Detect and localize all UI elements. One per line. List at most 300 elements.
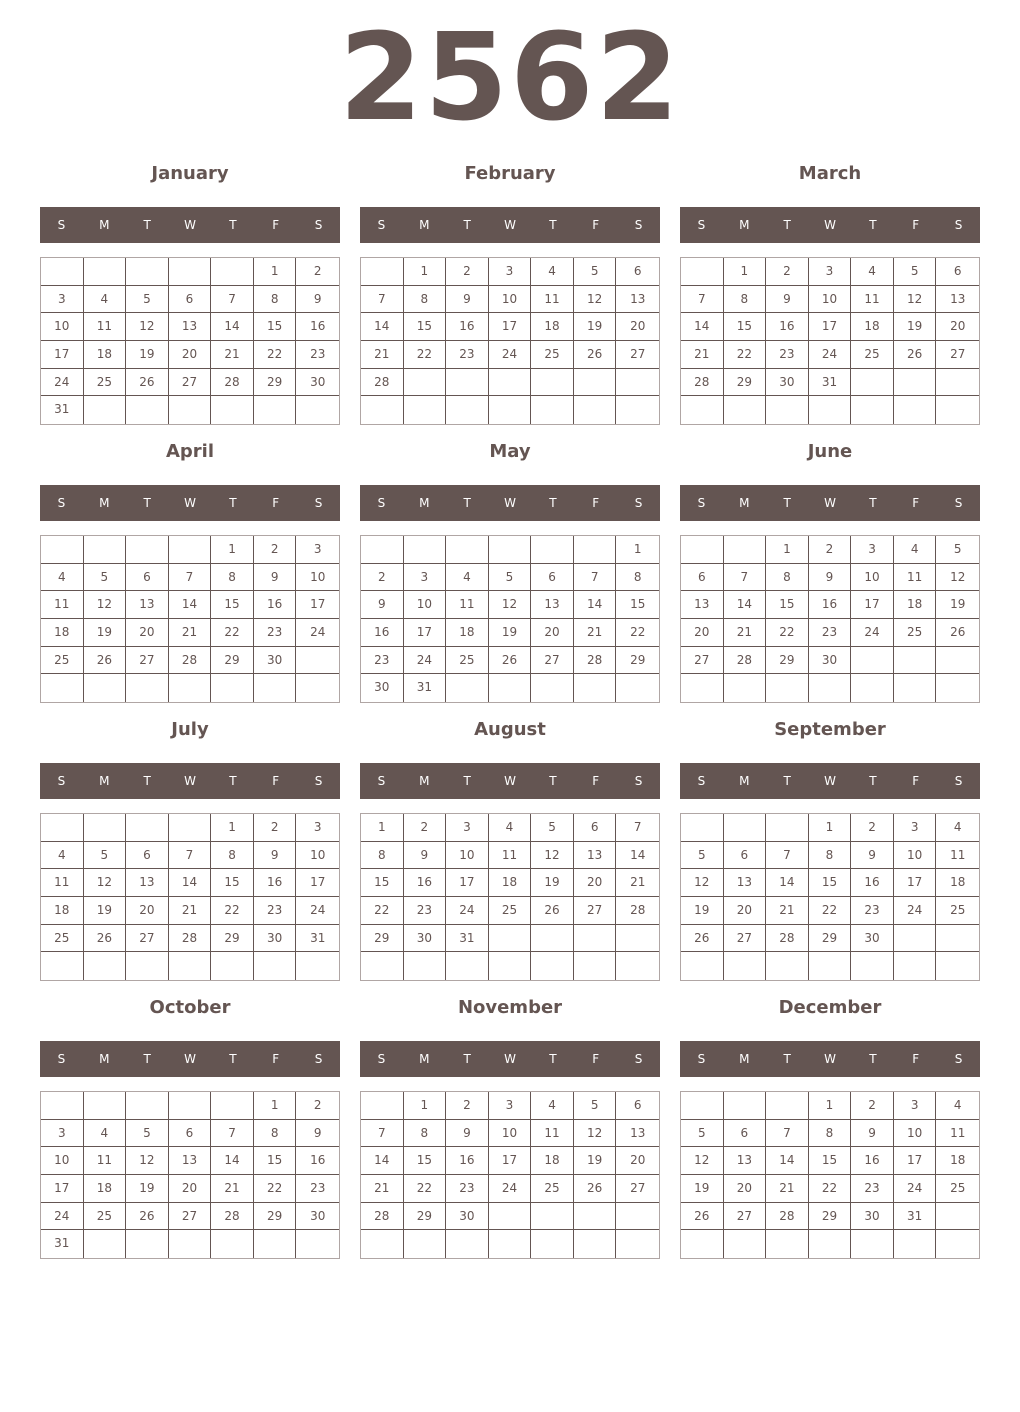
month-february <box>360 162 660 432</box>
day-cell: 24 <box>446 897 489 925</box>
day-cell: 17 <box>296 591 339 619</box>
day-cell: 13 <box>531 591 574 619</box>
day-cell <box>574 674 617 702</box>
day-cell: 25 <box>531 341 574 369</box>
day-cell: 6 <box>616 258 659 286</box>
day-cell: 17 <box>446 869 489 897</box>
weekday-label: T <box>229 496 237 510</box>
weekday-header <box>40 207 340 243</box>
day-cell: 15 <box>809 1147 852 1175</box>
day-cell: 23 <box>446 1175 489 1203</box>
weekday-label: T <box>143 496 151 510</box>
day-cell <box>531 536 574 564</box>
day-cell <box>41 1092 84 1120</box>
weekday-label: F <box>592 496 600 510</box>
day-cell: 26 <box>681 925 724 953</box>
day-cell <box>809 1230 852 1258</box>
day-cell: 30 <box>809 647 852 675</box>
day-cell <box>531 952 574 980</box>
day-cell <box>724 396 767 424</box>
day-cell: 2 <box>766 258 809 286</box>
weekday-label: S <box>697 496 706 510</box>
day-cell <box>211 1230 254 1258</box>
day-cell: 25 <box>84 369 127 397</box>
day-cell: 22 <box>809 1175 852 1203</box>
weekday-label: T <box>869 774 877 788</box>
weekday-header <box>40 763 340 799</box>
day-cell: 29 <box>211 925 254 953</box>
day-cell: 19 <box>681 1175 724 1203</box>
day-cell <box>446 674 489 702</box>
weekday-label: W <box>184 774 196 788</box>
weekday-label: M <box>419 496 430 510</box>
weekday-label: T <box>783 774 791 788</box>
day-cell <box>126 258 169 286</box>
day-cell: 17 <box>41 341 84 369</box>
day-cell: 11 <box>84 313 127 341</box>
day-grid <box>680 535 980 703</box>
day-cell: 25 <box>41 647 84 675</box>
weekday-label: S <box>954 774 963 788</box>
day-cell: 20 <box>936 313 979 341</box>
day-cell: 16 <box>446 1147 489 1175</box>
day-cell <box>531 396 574 424</box>
day-cell: 3 <box>489 1092 532 1120</box>
weekday-label: T <box>463 1052 471 1066</box>
day-cell: 17 <box>894 1147 937 1175</box>
day-cell: 16 <box>446 313 489 341</box>
day-cell: 14 <box>211 313 254 341</box>
day-cell <box>169 396 212 424</box>
day-cell <box>41 258 84 286</box>
day-cell: 29 <box>724 369 767 397</box>
day-cell <box>361 952 404 980</box>
day-cell: 24 <box>296 897 339 925</box>
day-cell <box>894 369 937 397</box>
day-cell: 6 <box>169 286 212 314</box>
day-cell: 7 <box>574 564 617 592</box>
day-cell: 1 <box>809 1092 852 1120</box>
day-cell: 7 <box>766 842 809 870</box>
weekday-label: S <box>57 218 66 232</box>
day-cell: 3 <box>41 1120 84 1148</box>
day-cell: 24 <box>894 1175 937 1203</box>
day-cell: 2 <box>404 814 447 842</box>
weekday-label: W <box>504 496 516 510</box>
day-cell: 13 <box>616 286 659 314</box>
day-cell <box>169 952 212 980</box>
weekday-label: S <box>634 496 643 510</box>
day-cell: 1 <box>724 258 767 286</box>
day-grid <box>40 257 340 425</box>
day-cell: 14 <box>766 1147 809 1175</box>
day-cell: 13 <box>616 1120 659 1148</box>
day-cell: 12 <box>84 869 127 897</box>
day-cell: 31 <box>894 1203 937 1231</box>
day-cell: 22 <box>766 619 809 647</box>
day-cell: 12 <box>126 313 169 341</box>
weekday-label: T <box>143 1052 151 1066</box>
day-cell: 6 <box>724 842 767 870</box>
day-cell: 22 <box>361 897 404 925</box>
day-cell: 7 <box>724 564 767 592</box>
weekday-label: T <box>143 774 151 788</box>
day-cell: 2 <box>254 536 297 564</box>
day-cell: 3 <box>809 258 852 286</box>
day-cell: 18 <box>41 897 84 925</box>
month-july <box>40 718 340 988</box>
day-cell: 24 <box>41 1203 84 1231</box>
day-cell: 9 <box>254 564 297 592</box>
day-cell: 13 <box>936 286 979 314</box>
day-cell: 1 <box>404 258 447 286</box>
day-cell <box>169 1230 212 1258</box>
day-cell: 24 <box>41 369 84 397</box>
day-cell <box>681 536 724 564</box>
day-cell: 28 <box>766 925 809 953</box>
day-cell: 18 <box>84 341 127 369</box>
day-cell: 19 <box>574 1147 617 1175</box>
day-cell: 27 <box>126 925 169 953</box>
day-cell <box>169 814 212 842</box>
weekday-label: M <box>99 1052 110 1066</box>
weekday-header <box>360 485 660 521</box>
month-title: March <box>798 163 862 184</box>
weekday-label: S <box>314 1052 323 1066</box>
day-cell: 11 <box>936 842 979 870</box>
day-cell <box>616 1203 659 1231</box>
month-title: November <box>457 997 563 1018</box>
day-cell <box>936 925 979 953</box>
day-cell <box>361 258 404 286</box>
day-cell: 16 <box>296 313 339 341</box>
day-cell: 17 <box>851 591 894 619</box>
day-cell <box>404 536 447 564</box>
day-cell: 1 <box>404 1092 447 1120</box>
year-title: 2562 <box>339 9 681 148</box>
day-cell <box>126 674 169 702</box>
day-cell: 29 <box>404 1203 447 1231</box>
day-cell: 20 <box>616 1147 659 1175</box>
day-cell <box>936 952 979 980</box>
day-cell: 1 <box>254 258 297 286</box>
day-cell: 17 <box>489 313 532 341</box>
day-cell <box>254 1230 297 1258</box>
month-january <box>40 162 340 432</box>
day-cell: 18 <box>936 1147 979 1175</box>
day-cell <box>531 674 574 702</box>
day-cell <box>616 952 659 980</box>
day-cell: 18 <box>84 1175 127 1203</box>
weekday-label: T <box>549 774 557 788</box>
day-cell <box>296 396 339 424</box>
weekday-label: F <box>912 774 920 788</box>
day-cell <box>84 1230 127 1258</box>
day-cell <box>489 1230 532 1258</box>
day-cell: 16 <box>809 591 852 619</box>
day-cell <box>851 396 894 424</box>
day-cell: 27 <box>169 369 212 397</box>
day-cell <box>851 952 894 980</box>
month-december <box>680 996 980 1266</box>
day-cell: 8 <box>361 842 404 870</box>
day-cell <box>766 674 809 702</box>
day-cell: 4 <box>851 258 894 286</box>
weekday-label: W <box>824 496 836 510</box>
weekday-header <box>680 207 980 243</box>
day-cell: 8 <box>724 286 767 314</box>
day-cell <box>681 1092 724 1120</box>
weekday-label: M <box>99 218 110 232</box>
day-cell: 13 <box>724 1147 767 1175</box>
weekday-label: M <box>739 774 750 788</box>
weekday-header <box>40 1041 340 1077</box>
day-cell: 31 <box>296 925 339 953</box>
day-cell <box>574 1203 617 1231</box>
day-cell: 25 <box>936 1175 979 1203</box>
weekday-label: S <box>314 218 323 232</box>
day-cell: 28 <box>574 647 617 675</box>
day-cell: 15 <box>766 591 809 619</box>
day-cell: 16 <box>766 313 809 341</box>
weekday-label: S <box>634 774 643 788</box>
day-cell: 27 <box>169 1203 212 1231</box>
day-cell: 9 <box>809 564 852 592</box>
weekday-header <box>680 485 980 521</box>
weekday-label: S <box>954 496 963 510</box>
day-cell: 27 <box>724 1203 767 1231</box>
day-cell: 20 <box>681 619 724 647</box>
day-cell: 26 <box>126 1203 169 1231</box>
day-cell: 30 <box>254 647 297 675</box>
weekday-label: S <box>377 218 386 232</box>
weekday-label: T <box>869 218 877 232</box>
day-cell: 14 <box>361 313 404 341</box>
day-cell: 21 <box>766 1175 809 1203</box>
day-cell: 15 <box>211 869 254 897</box>
day-grid <box>360 257 660 425</box>
day-cell: 8 <box>766 564 809 592</box>
day-cell <box>574 952 617 980</box>
day-cell: 9 <box>254 842 297 870</box>
day-cell: 5 <box>574 1092 617 1120</box>
day-cell: 21 <box>361 1175 404 1203</box>
day-cell: 22 <box>254 341 297 369</box>
day-cell: 18 <box>894 591 937 619</box>
day-cell: 22 <box>616 619 659 647</box>
day-cell: 3 <box>296 814 339 842</box>
month-title: August <box>474 719 546 740</box>
day-cell: 31 <box>446 925 489 953</box>
day-cell <box>724 674 767 702</box>
day-cell <box>894 1230 937 1258</box>
day-cell: 25 <box>851 341 894 369</box>
day-cell: 20 <box>126 897 169 925</box>
month-march <box>680 162 980 432</box>
day-cell: 6 <box>169 1120 212 1148</box>
day-cell <box>211 674 254 702</box>
day-cell: 23 <box>766 341 809 369</box>
day-cell: 13 <box>724 869 767 897</box>
day-cell <box>809 396 852 424</box>
day-grid <box>360 1091 660 1259</box>
day-cell: 12 <box>936 564 979 592</box>
day-cell <box>296 647 339 675</box>
day-cell: 3 <box>446 814 489 842</box>
day-cell <box>724 1092 767 1120</box>
day-cell: 5 <box>531 814 574 842</box>
day-cell <box>489 536 532 564</box>
day-cell <box>254 674 297 702</box>
day-cell: 30 <box>851 1203 894 1231</box>
day-cell: 7 <box>361 286 404 314</box>
day-grid <box>40 1091 340 1259</box>
day-cell: 7 <box>616 814 659 842</box>
day-cell: 25 <box>894 619 937 647</box>
day-cell <box>489 1203 532 1231</box>
day-cell <box>851 1230 894 1258</box>
day-cell <box>851 674 894 702</box>
weekday-label: W <box>504 774 516 788</box>
day-cell <box>211 1092 254 1120</box>
day-cell: 3 <box>489 258 532 286</box>
day-cell: 8 <box>211 842 254 870</box>
weekday-label: F <box>592 218 600 232</box>
weekday-label: M <box>419 1052 430 1066</box>
day-cell: 16 <box>404 869 447 897</box>
day-cell: 10 <box>41 313 84 341</box>
day-cell: 14 <box>616 842 659 870</box>
weekday-label: S <box>57 1052 66 1066</box>
day-cell: 28 <box>681 369 724 397</box>
day-cell <box>84 814 127 842</box>
day-cell: 22 <box>211 619 254 647</box>
day-cell <box>41 674 84 702</box>
day-cell: 23 <box>851 897 894 925</box>
day-cell: 2 <box>361 564 404 592</box>
day-cell <box>531 369 574 397</box>
day-cell: 8 <box>404 1120 447 1148</box>
day-cell: 7 <box>361 1120 404 1148</box>
day-cell: 10 <box>894 1120 937 1148</box>
weekday-label: S <box>377 774 386 788</box>
day-cell: 30 <box>851 925 894 953</box>
day-cell: 28 <box>724 647 767 675</box>
day-cell <box>84 258 127 286</box>
day-cell <box>126 1230 169 1258</box>
day-cell: 29 <box>254 1203 297 1231</box>
weekday-label: S <box>697 1052 706 1066</box>
month-title: October <box>149 997 231 1018</box>
day-cell: 19 <box>574 313 617 341</box>
day-cell: 4 <box>936 814 979 842</box>
day-cell: 10 <box>894 842 937 870</box>
day-cell <box>404 396 447 424</box>
month-october <box>40 996 340 1266</box>
day-cell: 3 <box>41 286 84 314</box>
day-cell <box>489 925 532 953</box>
day-cell: 1 <box>616 536 659 564</box>
weekday-label: S <box>634 1052 643 1066</box>
day-cell: 11 <box>936 1120 979 1148</box>
day-cell: 1 <box>361 814 404 842</box>
day-cell <box>489 674 532 702</box>
day-cell <box>169 258 212 286</box>
day-cell: 27 <box>936 341 979 369</box>
day-cell <box>574 1230 617 1258</box>
day-cell: 30 <box>296 1203 339 1231</box>
day-cell: 21 <box>616 869 659 897</box>
day-cell: 16 <box>851 869 894 897</box>
day-cell: 15 <box>361 869 404 897</box>
day-cell: 10 <box>296 564 339 592</box>
day-cell: 6 <box>126 842 169 870</box>
day-cell: 13 <box>169 1147 212 1175</box>
day-cell: 8 <box>254 286 297 314</box>
day-cell: 16 <box>296 1147 339 1175</box>
day-cell: 13 <box>126 591 169 619</box>
day-cell: 27 <box>126 647 169 675</box>
day-cell: 6 <box>574 814 617 842</box>
day-cell <box>489 369 532 397</box>
day-cell <box>936 1203 979 1231</box>
day-cell: 22 <box>724 341 767 369</box>
day-cell <box>766 1230 809 1258</box>
day-cell: 24 <box>894 897 937 925</box>
day-cell: 27 <box>574 897 617 925</box>
day-cell <box>766 396 809 424</box>
day-cell: 31 <box>809 369 852 397</box>
day-cell: 20 <box>574 869 617 897</box>
day-cell: 1 <box>211 814 254 842</box>
day-cell: 12 <box>489 591 532 619</box>
day-cell: 26 <box>489 647 532 675</box>
day-cell: 4 <box>936 1092 979 1120</box>
day-cell: 17 <box>809 313 852 341</box>
weekday-label: W <box>184 496 196 510</box>
day-cell: 20 <box>616 313 659 341</box>
day-cell <box>894 925 937 953</box>
day-cell: 11 <box>851 286 894 314</box>
day-cell: 11 <box>41 869 84 897</box>
day-cell: 20 <box>169 1175 212 1203</box>
day-cell <box>126 814 169 842</box>
day-cell: 26 <box>894 341 937 369</box>
weekday-label: T <box>783 218 791 232</box>
day-cell: 25 <box>489 897 532 925</box>
day-cell <box>254 396 297 424</box>
month-title: June <box>807 441 853 462</box>
day-cell: 19 <box>126 341 169 369</box>
day-cell: 9 <box>851 842 894 870</box>
day-cell: 26 <box>681 1203 724 1231</box>
day-cell <box>489 396 532 424</box>
day-grid <box>680 1091 980 1259</box>
day-cell: 17 <box>41 1175 84 1203</box>
day-cell: 4 <box>84 286 127 314</box>
day-cell: 14 <box>211 1147 254 1175</box>
day-cell: 20 <box>531 619 574 647</box>
weekday-label: F <box>592 774 600 788</box>
day-cell: 21 <box>211 341 254 369</box>
day-cell: 19 <box>126 1175 169 1203</box>
day-cell: 8 <box>211 564 254 592</box>
day-cell: 28 <box>169 925 212 953</box>
day-cell: 6 <box>126 564 169 592</box>
day-cell: 10 <box>809 286 852 314</box>
weekday-label: M <box>99 774 110 788</box>
day-cell: 6 <box>936 258 979 286</box>
